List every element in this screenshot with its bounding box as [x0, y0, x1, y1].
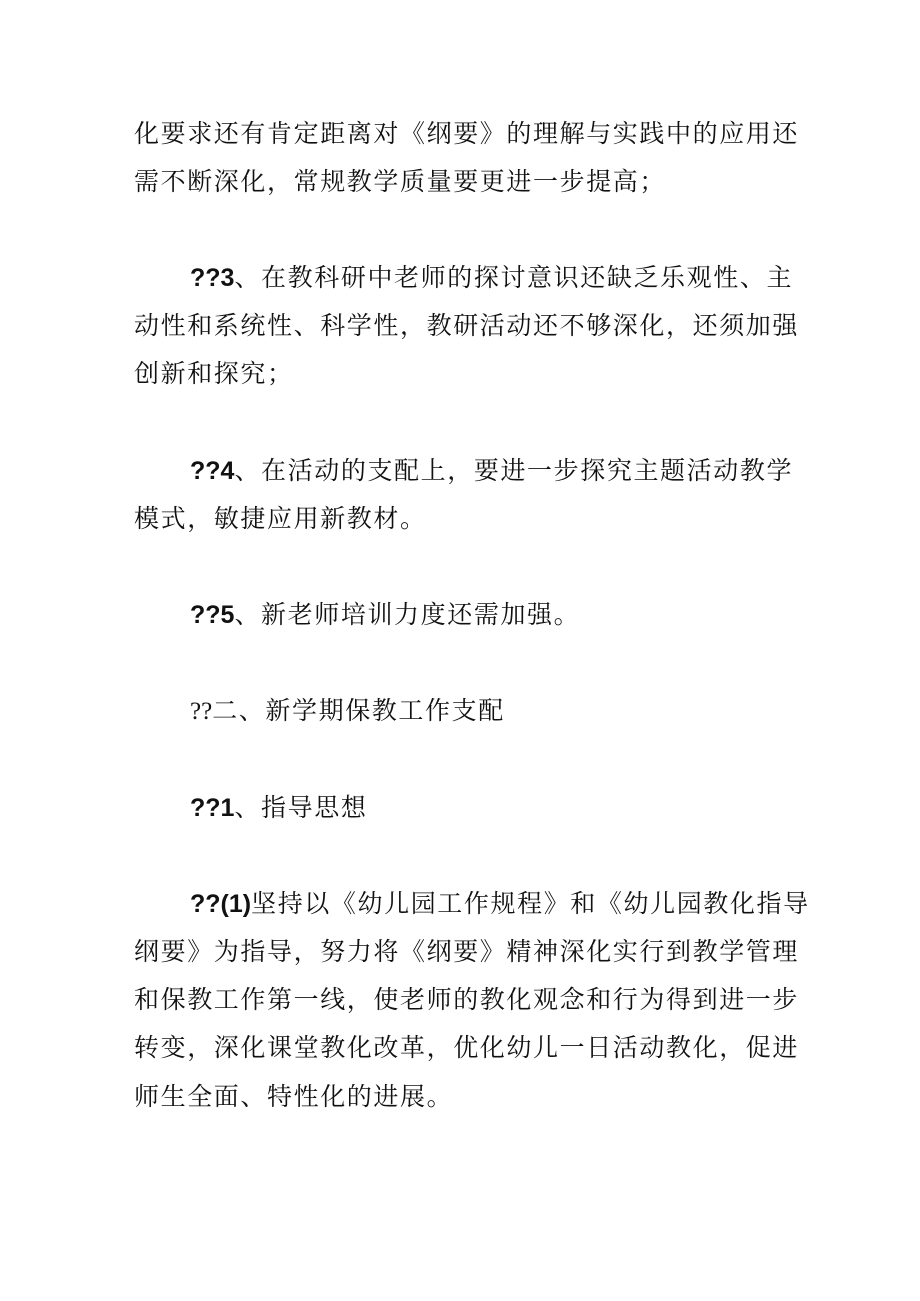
paragraph-5-marker: ??(1)	[190, 890, 252, 918]
paragraph-4-text: 、新老师培训力度还需加强。	[234, 600, 581, 629]
paragraph-1-line-2: 需不断深化，常规教学质量要更进一步提高；	[134, 167, 667, 196]
section-heading-2-text: 二、新学期保教工作支配	[212, 696, 505, 725]
subsection-heading-1-text: 、指导思想	[234, 793, 368, 822]
paragraph-5-line-5: 师生全面、特性化的进展。	[134, 1082, 454, 1111]
subsection-heading-1-marker: ??1	[190, 794, 235, 822]
paragraph-4-line-1	[190, 598, 860, 632]
paragraph-3-line-2: 模式，敏捷应用新教材。	[134, 504, 427, 533]
paragraph-2-line-2: 动性和系统性、科学性，教研活动还不够深化，还须加强	[134, 311, 800, 340]
paragraph-5-text: 坚持以《幼儿园工作规程》和《幼儿园教化指导	[251, 889, 810, 918]
paragraph-1-line-1: 化要求还有肯定距离对《纲要》的理解与实践中的应用还	[134, 119, 800, 148]
paragraph-4-marker: ??5	[190, 601, 235, 629]
paragraph-2-marker: ??3	[190, 264, 235, 292]
paragraph-5-line-1	[190, 887, 860, 921]
paragraph-3-text: 、在活动的支配上，要进一步探究主题活动教学	[234, 456, 794, 485]
paragraph-3-marker: ??4	[190, 457, 235, 485]
section-heading-2-marker: ??	[190, 698, 213, 725]
paragraph-2-line-3: 创新和探究；	[134, 359, 294, 388]
paragraph-2-line-1	[190, 261, 860, 295]
paragraph-5-line-2: 纲要》为指导，努力将《纲要》精神深化实行到教学管理	[134, 937, 800, 966]
paragraph-5-line-4: 转变，深化课堂教化改革，优化幼儿一日活动教化，促进	[134, 1033, 800, 1062]
paragraph-2-text: 、在教科研中老师的探讨意识还缺乏乐观性、主	[234, 263, 794, 292]
paragraph-5-line-3: 和保教工作第一线，使老师的教化观念和行为得到进一步	[134, 985, 800, 1014]
paragraph-3-line-1	[190, 454, 860, 488]
section-heading-2	[190, 694, 860, 729]
subsection-heading-1	[190, 791, 860, 825]
